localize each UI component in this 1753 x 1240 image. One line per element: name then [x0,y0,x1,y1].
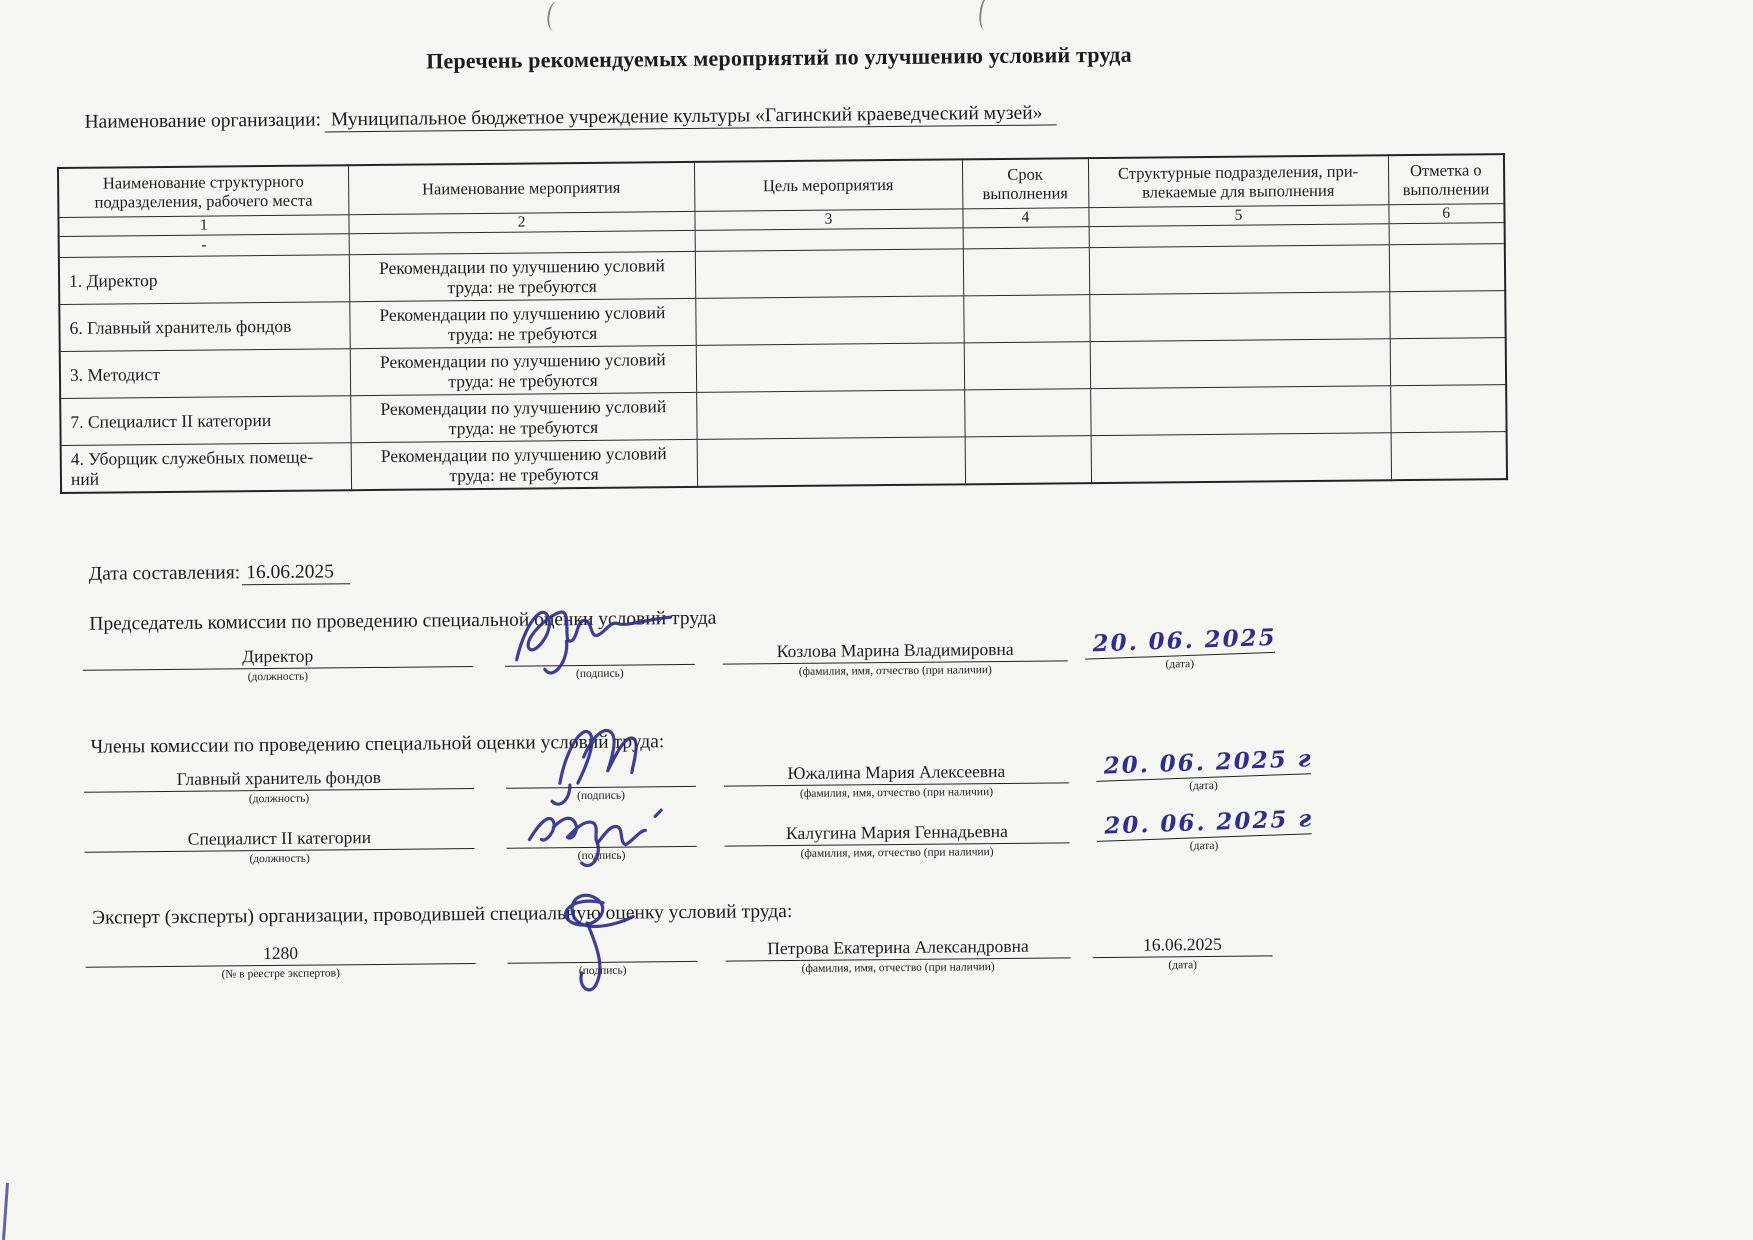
expert-name-block [725,929,1070,975]
chairman-signature-block [505,636,695,681]
compile-date-line [89,561,350,586]
table-cell [1390,385,1506,433]
member2-date: 20. 06. 2025 г [1096,805,1312,842]
position-caption: (должность) [249,852,310,866]
member2-position-block [84,820,474,867]
table-cell [1089,292,1389,342]
scan-artifact-curl-left [546,0,566,32]
chairman-date-block [1084,623,1278,671]
table-cell [965,436,1091,485]
table-cell [1389,244,1505,292]
chairman-name-block [723,632,1068,678]
column-number: 1 [58,215,348,237]
table-cell [695,228,963,252]
chairman-name: Козлова Марина Владимировна [723,632,1068,664]
expert-signature-space [507,933,697,964]
member1-signature-block [506,758,696,803]
member1-signature-space [506,758,696,789]
table-cell: 6. Главный хранитель фондов [59,302,349,352]
table-cell [1389,291,1505,339]
table-cell: Рекомендации по улучшению условий труда: не требуются [349,299,695,349]
table-cell: Рекомендации по улучшению условий труда: не требуются [351,440,697,491]
member2-name-block [724,814,1069,860]
chairman-position: Директор [83,638,473,671]
table-cell: - [59,234,349,258]
member2-name: Калугина Мария Геннадьевна [724,814,1069,846]
column-header: Наименование мероприятия [348,162,694,215]
chairman-signature-space [505,636,695,667]
chairman-heading: Председатель комиссии по проведению специальной оценки условий труда [89,607,717,635]
table-cell [963,248,1089,296]
table-cell [697,437,965,487]
date-caption: (дата) [1165,658,1195,671]
table-cell [964,342,1090,390]
table-cell [1389,223,1505,245]
member1-position: Главный хранитель фондов [84,760,474,793]
column-number: 4 [962,208,1088,228]
organization-value: Муниципальное бюджетное учреждение культуры «Гагинский краеведческий музей» [325,102,1057,132]
position-caption: (должность) [247,670,309,684]
table-cell: Рекомендации по улучшению условий труда: не требуются [350,393,696,443]
compile-date-value: 16.06.2025 [242,561,350,585]
member1-name-block [724,754,1069,800]
expert-date: 16.06.2025 [1092,927,1272,958]
table-cell [1090,386,1390,436]
column-number: 6 [1388,204,1504,224]
member1-date-block [1096,745,1314,793]
table-cell: 4. Уборщик служебных помеще- ний [61,443,351,493]
document-title: Перечень рекомендуемых мероприятий по улучшению условий труда [426,41,1132,74]
column-number: 5 [1088,205,1388,227]
column-header: Срок выполнения [962,158,1088,209]
signature-caption: (подпись) [578,964,627,978]
chairman-position-block [83,638,473,685]
signature-caption: (подпись) [577,849,626,863]
expert-signature-block [507,933,697,978]
fio-caption: (фамилия, имя, отчество (при наличии) [798,664,992,678]
table-cell: Рекомендации по улучшению условий труда: не требуются [349,252,695,302]
member1-date: 20. 06. 2025 г [1095,745,1311,782]
table-cell [963,227,1089,249]
fio-caption: (фамилия, имя, отчество (при наличии) [799,786,994,800]
member2-position: Специалист II категории [84,820,474,853]
table-cell: 3. Методист [60,349,350,399]
column-number: 2 [348,211,694,234]
chairman-date: 20. 06. 2025 [1084,624,1275,660]
organization-line [84,102,1056,133]
date-caption: (дата) [1189,839,1219,853]
date-caption: (дата) [1168,959,1198,972]
table-cell [964,389,1090,437]
column-header: Структурные подразделения, при- влекаемые для выполнения [1088,155,1388,207]
table-cell [963,295,1089,343]
table-cell [1090,339,1390,389]
compile-date-label: Дата составления: [88,562,241,585]
expert-date-block [1092,927,1272,972]
table-cell [695,296,963,346]
table-cell: Рекомендации по улучшению условий труда: не требуются [350,346,696,396]
signature-caption: (подпись) [577,789,625,803]
table-cell [1089,245,1389,295]
fio-caption: (фамилия, имя, отчество (при наличии) [800,846,994,860]
table-cell [1091,433,1391,483]
scan-artifact-curl-right [977,0,998,32]
expert-heading: Эксперт (эксперты) организации, проводившей специальную оценку условий труда: [92,901,793,929]
member2-signature-space [506,818,696,849]
member2-date-block [1096,805,1314,853]
table-cell [696,390,964,440]
table-cell [1089,224,1389,248]
pen-mark [2,1183,9,1240]
table-cell: 1. Директор [59,255,349,305]
expert-registry-number: 1280 [85,935,475,968]
table-cell [696,343,964,393]
organization-label: Наименование организации: [84,109,322,133]
fio-caption: (фамилия, имя, отчество (при наличии) [801,961,995,975]
member2-signature-block [506,818,696,863]
registry-caption: (№ в реестре экспертов) [221,967,340,981]
expert-registry-block [85,935,475,982]
table-cell [1390,338,1506,386]
table-cell [695,249,963,299]
column-header: Цель мероприятия [694,159,962,211]
table-cell: 7. Специалист II категории [60,396,350,446]
signature-caption: (подпись) [575,667,624,681]
members-heading: Члены комиссии по проведению специальной оценки условий труда: [90,731,665,758]
position-caption: (должность) [248,792,310,806]
column-number: 3 [694,209,962,231]
member1-name: Южалина Мария Алексеевна [724,754,1069,786]
column-header: Отметка о выполнении [1388,154,1504,205]
measures-table [57,153,1508,494]
column-header: Наименование структурного подразделения, рабочего места [58,165,348,217]
expert-name: Петрова Екатерина Александровна [725,929,1070,961]
measures-table-body [59,223,1507,493]
member1-position-block [84,760,474,807]
table-cell [1391,432,1507,481]
date-caption: (дата) [1189,779,1218,793]
